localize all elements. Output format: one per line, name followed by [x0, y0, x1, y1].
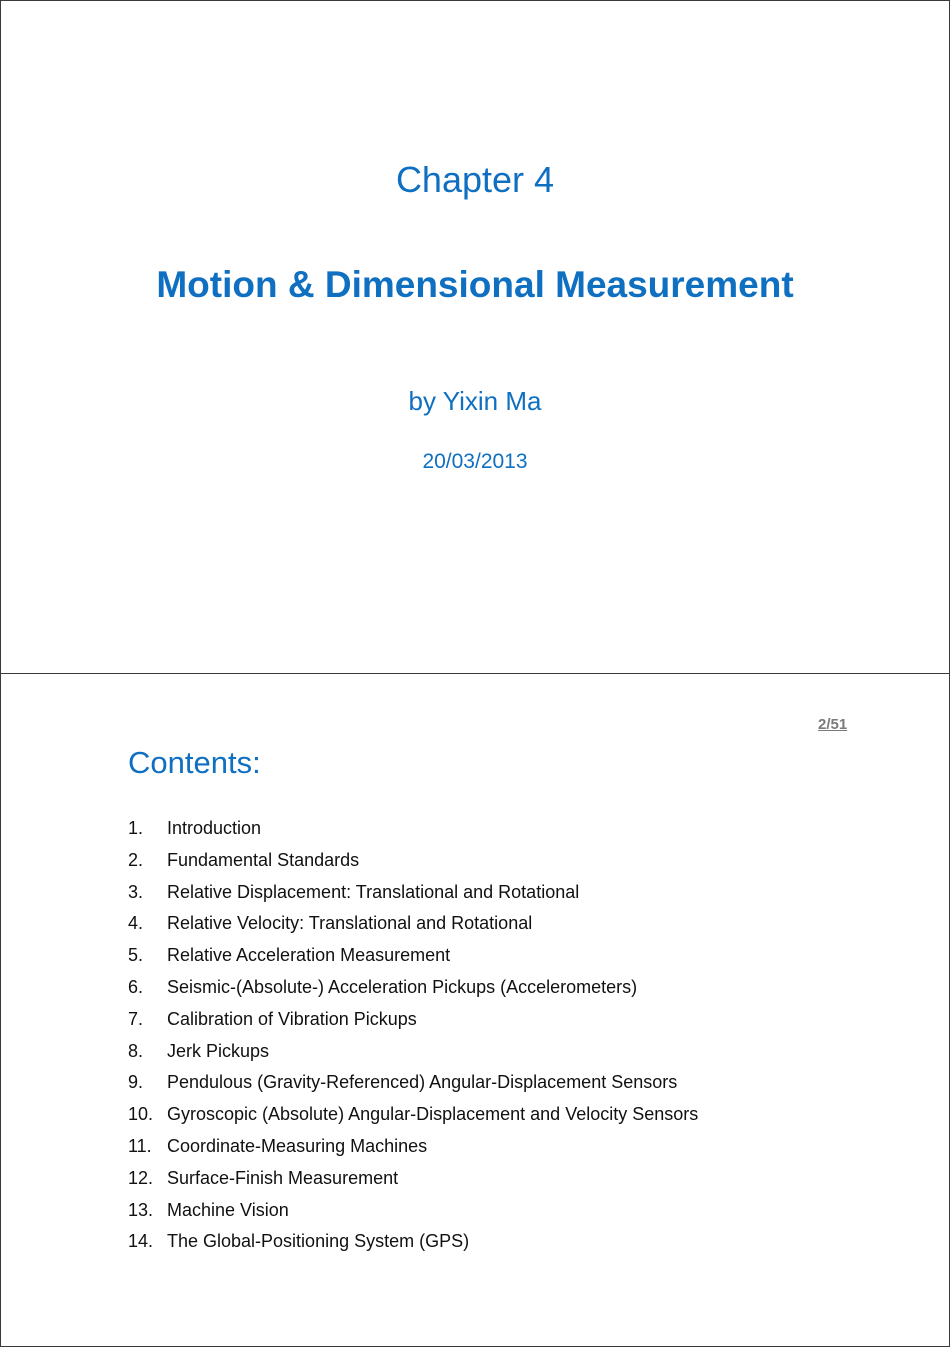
chapter-label: Chapter 4	[395, 159, 555, 200]
item-number: 5.	[128, 945, 144, 966]
contents-item	[128, 1039, 698, 1071]
item-text: Calibration of Vibration Pickups	[167, 1008, 417, 1029]
slide-title: Motion & Dimensional Measurement	[156, 264, 794, 305]
contents-item	[128, 1134, 698, 1166]
item-number: 9.	[128, 1072, 144, 1093]
contents-item	[128, 1070, 698, 1102]
contents-item	[128, 816, 698, 848]
item-number: 2.	[128, 849, 144, 870]
item-number: 14.	[128, 1231, 154, 1252]
item-number: 13.	[128, 1199, 154, 1220]
item-text: Pendulous (Gravity-Referenced) Angular-Displacement Sensors	[167, 1072, 678, 1093]
item-text: Machine Vision	[167, 1199, 289, 1220]
item-text: Fundamental Standards	[167, 849, 360, 870]
item-number: 7.	[128, 1008, 144, 1029]
contents-item	[128, 880, 698, 912]
contents-slide	[0, 673, 950, 1347]
contents-item	[128, 911, 698, 943]
contents-item	[128, 1007, 698, 1039]
item-text: Introduction	[167, 818, 262, 838]
contents-item	[128, 975, 698, 1007]
page-counter[interactable]: 2/51	[818, 716, 848, 733]
item-number: 10.	[128, 1104, 154, 1125]
item-text: Jerk Pickups	[167, 1040, 270, 1061]
item-number: 11.	[128, 1135, 152, 1156]
item-number: 12.	[128, 1167, 154, 1188]
item-text: The Global-Positioning System (GPS)	[167, 1231, 470, 1252]
item-text: Surface-Finish Measurement	[167, 1167, 399, 1188]
item-text: Coordinate-Measuring Machines	[167, 1135, 428, 1156]
item-number: 4.	[128, 913, 144, 934]
item-text: Relative Acceleration Measurement	[167, 945, 451, 966]
contents-item	[128, 943, 698, 975]
item-text: Relative Velocity: Translational and Rotational	[167, 913, 533, 934]
item-number: 8.	[128, 1040, 144, 1061]
item-text: Relative Displacement: Translational and Rotational	[167, 881, 580, 902]
contents-heading: Contents:	[128, 745, 261, 780]
date-line: 20/03/2013	[422, 450, 528, 473]
title-slide	[0, 0, 950, 674]
contents-item	[128, 848, 698, 880]
item-number: 3.	[128, 881, 144, 902]
contents-item	[128, 1198, 698, 1230]
contents-item	[128, 1166, 698, 1198]
author-line: by Yixin Ma	[408, 386, 542, 416]
contents-item	[128, 1102, 698, 1134]
item-text: Gyroscopic (Absolute) Angular-Displacement and Velocity Sensors	[167, 1104, 699, 1125]
contents-list	[128, 816, 698, 1261]
contents-item	[128, 1229, 698, 1261]
item-number: 6.	[128, 976, 144, 997]
item-number: 1.	[128, 818, 144, 838]
item-text: Seismic-(Absolute-) Acceleration Pickups (Accelerometers)	[167, 976, 638, 997]
